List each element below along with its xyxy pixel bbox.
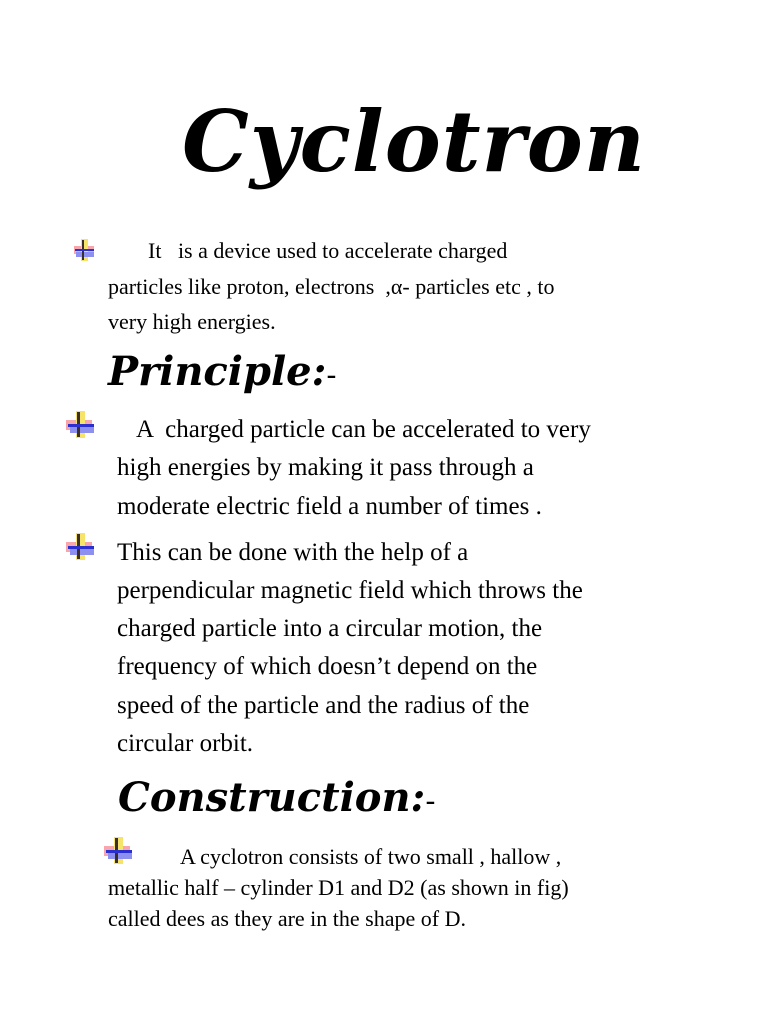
bullet-icon: [72, 238, 96, 262]
construction-heading: [118, 774, 436, 821]
construction-bullet1-line-2: metallic half – cylinder D1 and D2 (as shown in fig): [108, 875, 569, 900]
principle-bullet2-line-6: circular orbit.: [117, 730, 254, 757]
principle-heading-suffix: -: [326, 358, 337, 393]
bullet-icon: [102, 836, 134, 866]
principle-bullet2-line-2: perpendicular magnetic field which throws the: [117, 577, 583, 604]
principle-heading: [108, 348, 337, 395]
bullet-icon: [64, 410, 96, 440]
bullet-icon: [64, 532, 96, 562]
intro-line-1: It is a device used to accelerate charged: [148, 238, 508, 263]
construction-heading-text: Construction:: [118, 774, 426, 821]
principle-bullet2-line-5: speed of the particle and the radius of the: [117, 692, 530, 719]
principle-bullet1-line-1: A charged particle can be accelerated to very: [136, 416, 591, 443]
construction-bullet1-line-3: called dees as they are in the shape of D.: [108, 906, 466, 931]
principle-heading-text: Principle:: [108, 348, 327, 395]
principle-bullet1-line-2: high energies by making it pass through a: [117, 454, 534, 481]
intro-line-2: particles like proton, electrons ,α- particles etc , to: [108, 274, 555, 299]
principle-bullet2-line-4: frequency of which doesn’t depend on the: [117, 653, 538, 680]
intro-line-3: very high energies.: [108, 309, 276, 334]
construction-bullet1-line-1: A cyclotron consists of two small , hallow ,: [180, 844, 562, 869]
principle-bullet2-line-3: charged particle into a circular motion, the: [117, 615, 543, 642]
principle-bullet1-line-3: moderate electric field a number of times .: [117, 493, 542, 520]
principle-bullet2-line-1: This can be done with the help of a: [117, 539, 469, 566]
page-title: Cyclotron: [182, 92, 646, 191]
construction-heading-suffix: -: [425, 784, 436, 819]
